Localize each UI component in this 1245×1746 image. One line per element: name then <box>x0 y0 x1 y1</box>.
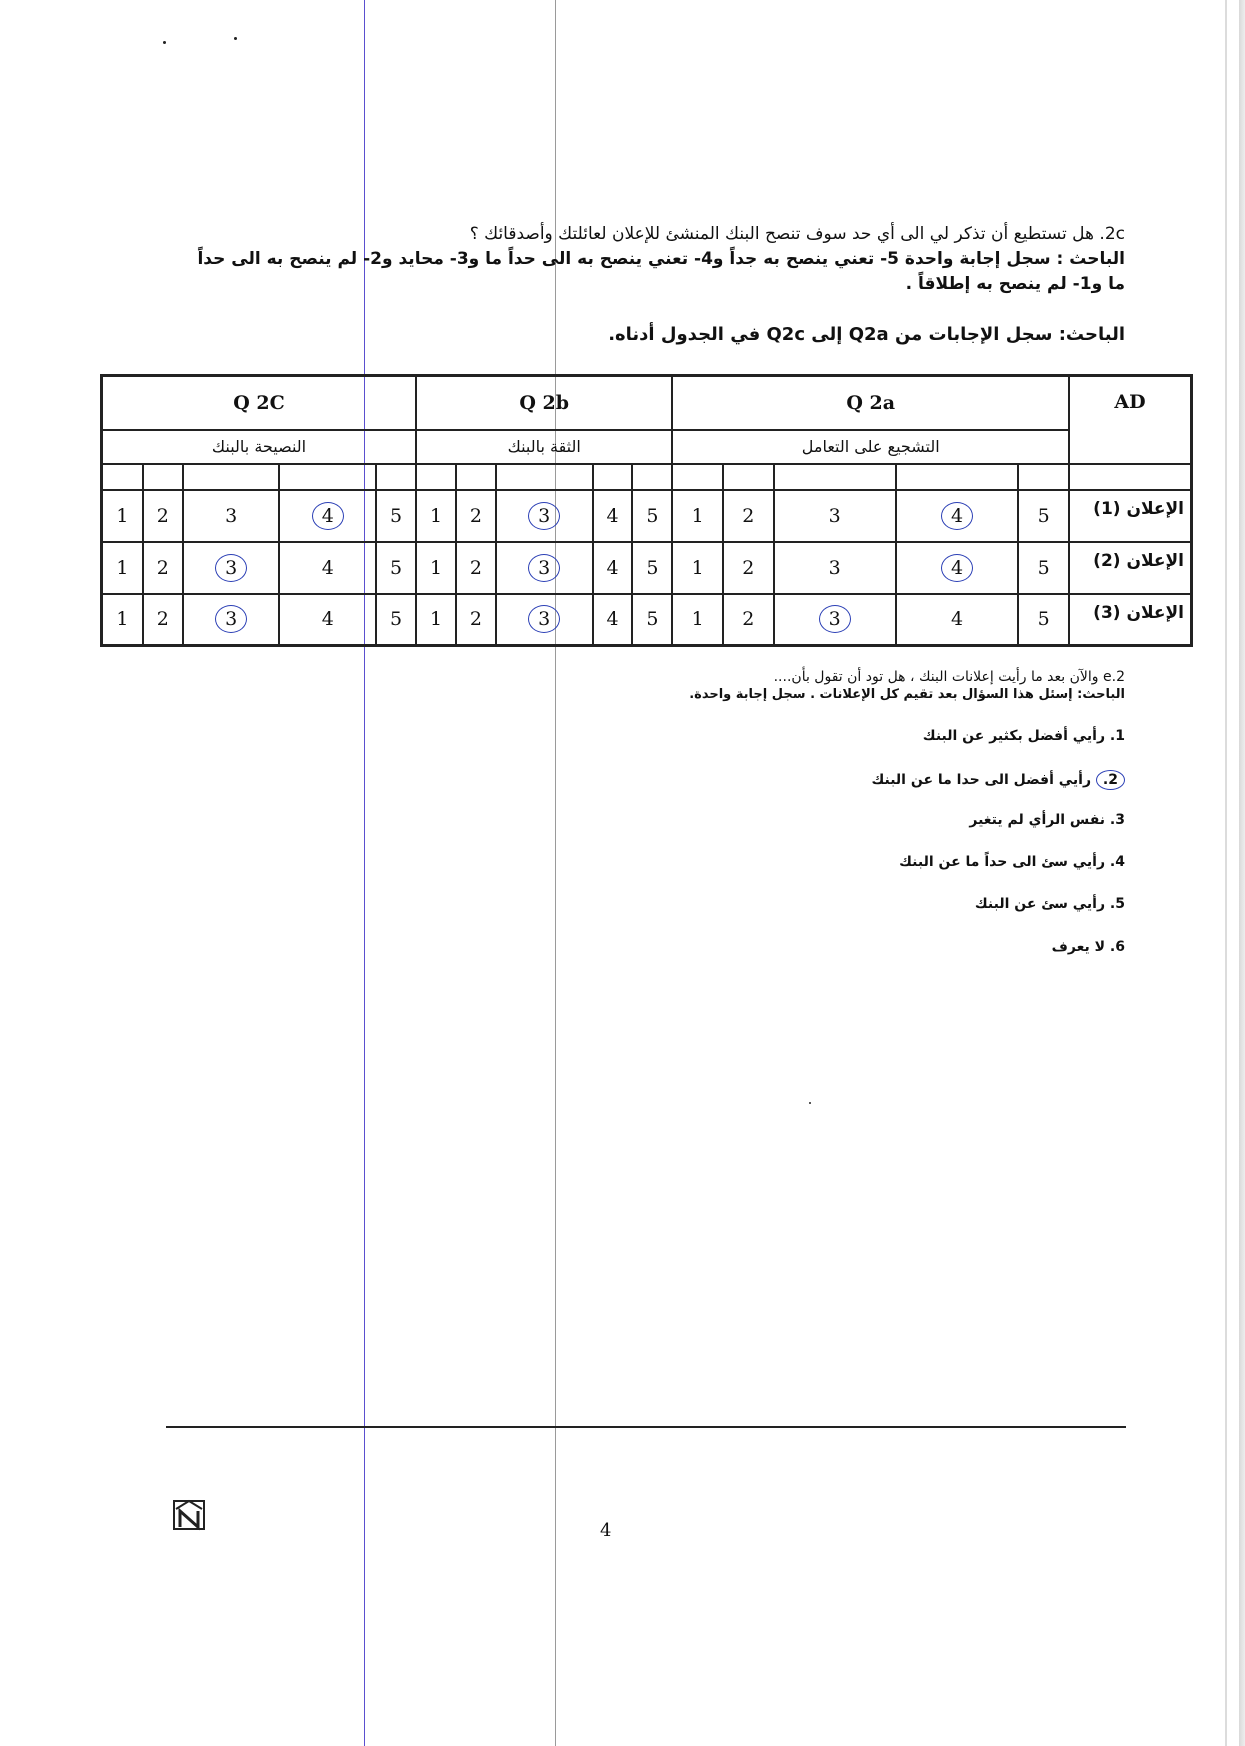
rating-value: 4 <box>312 502 344 530</box>
rating-value: 3 <box>828 556 841 579</box>
rating-value: 3 <box>528 502 560 530</box>
spacer-cell <box>143 464 183 490</box>
scan-speck <box>234 37 237 40</box>
rating-cell-selected[interactable] <box>279 490 376 542</box>
rating-cell[interactable] <box>376 594 416 646</box>
rating-cell[interactable] <box>456 542 496 594</box>
question-2c-text: 2c. هل تستطيع أن تذكر لي الى أي حد سوف تنصح البنك المنشئ للإعلان لعائلتك وأصدقائك ؟ <box>469 224 1125 244</box>
answer-option[interactable] <box>1052 939 1125 955</box>
rating-value: 1 <box>429 608 443 631</box>
rating-cell[interactable] <box>632 542 672 594</box>
rating-value: 5 <box>390 556 403 579</box>
option-number: 6. <box>1109 939 1125 955</box>
option-number: 3. <box>1109 812 1125 828</box>
rating-cell[interactable] <box>593 594 633 646</box>
rating-cell-selected[interactable] <box>896 490 1018 542</box>
rating-value: 5 <box>390 504 403 527</box>
spacer-cell <box>1069 464 1192 490</box>
rating-value: 5 <box>1037 504 1050 527</box>
spacer-cell <box>279 464 376 490</box>
group-label-q2b: الثقة بالبنك <box>416 430 672 464</box>
rating-value: 5 <box>390 608 403 631</box>
rating-cell[interactable] <box>279 542 376 594</box>
rating-cell-selected[interactable] <box>774 594 896 646</box>
question-2e-instruction: الباحث: إسئل هذا السؤال بعد تقيم كل الإعلانات . سجل إجابة واحدة. <box>689 687 1125 702</box>
rating-value: 3 <box>215 605 247 633</box>
option-text: رأيي سئ الى حداً ما عن البنك <box>899 854 1106 870</box>
rating-value: 2 <box>469 608 482 631</box>
spacer-cell <box>102 464 143 490</box>
option-number: 1. <box>1109 728 1125 744</box>
answer-option[interactable] <box>899 854 1125 870</box>
rating-value: 4 <box>606 556 619 579</box>
rating-value: 5 <box>646 504 659 527</box>
option-text: لا يعرف <box>1051 939 1106 955</box>
rating-cell[interactable] <box>279 594 376 646</box>
question-2e-text: 2.e والآن بعد ما رأيت إعلانات البنك ، هل تود أن تقول بأن.... <box>773 669 1125 685</box>
rating-value: 4 <box>951 608 964 631</box>
rating-value: 5 <box>646 556 659 579</box>
rating-value: 4 <box>606 504 619 527</box>
option-text: رأيي أفضل بكثير عن البنك <box>922 728 1106 744</box>
rating-cell-selected[interactable] <box>496 542 593 594</box>
spacer-cell <box>632 464 672 490</box>
rating-value: 1 <box>691 556 704 579</box>
rating-cell-selected[interactable] <box>183 542 280 594</box>
rating-cell[interactable] <box>896 594 1018 646</box>
rating-cell[interactable] <box>672 542 723 594</box>
rating-value: 1 <box>429 556 443 579</box>
rating-cell[interactable] <box>723 490 774 542</box>
spacer-cell <box>416 464 456 490</box>
rating-value: 2 <box>742 504 755 527</box>
table-instruction: الباحث: سجل الإجابات من Q2a إلى Q2c في الجدول أدناه. <box>608 324 1125 345</box>
group-label-q2a: التشجيع على التعامل <box>672 430 1069 464</box>
rating-value: 3 <box>528 554 560 582</box>
spacer-cell <box>496 464 593 490</box>
rating-value: 1 <box>116 556 129 579</box>
page-edge-line <box>1225 0 1227 1746</box>
table-row <box>102 490 1192 542</box>
group-header-q2b: Q 2b <box>416 376 672 430</box>
spacer-cell <box>723 464 774 490</box>
rating-value: 1 <box>691 608 704 631</box>
spacer-cell <box>456 464 496 490</box>
rating-cell[interactable] <box>1018 594 1069 646</box>
rating-cell[interactable] <box>416 594 456 646</box>
ad-row-label: الإعلان (3) <box>1069 594 1192 646</box>
rating-cell[interactable] <box>723 594 774 646</box>
option-number: 5. <box>1109 896 1125 912</box>
rating-value: 2 <box>469 504 482 527</box>
rating-cell[interactable] <box>143 542 183 594</box>
rating-value: 4 <box>941 554 973 582</box>
answer-option[interactable] <box>969 812 1125 828</box>
rating-cell[interactable] <box>593 542 633 594</box>
rating-value: 2 <box>742 608 755 631</box>
rating-cell[interactable] <box>102 594 143 646</box>
page-edge <box>1239 0 1245 1746</box>
spacer-cell <box>774 464 896 490</box>
answer-option[interactable] <box>871 770 1125 790</box>
rating-value: 1 <box>116 608 129 631</box>
option-text: رأيي أفضل الى حدا ما عن البنك <box>871 772 1092 788</box>
rating-value: 2 <box>156 504 169 527</box>
spacer-cell <box>1018 464 1069 490</box>
question-2c <box>178 222 1125 297</box>
spacer-cell <box>183 464 280 490</box>
rating-value: 4 <box>941 502 973 530</box>
rating-cell[interactable] <box>376 490 416 542</box>
rating-value: 5 <box>1037 608 1050 631</box>
rating-value: 4 <box>321 608 334 631</box>
rating-value: 2 <box>156 556 169 579</box>
rating-cell[interactable] <box>416 542 456 594</box>
spacer-cell <box>672 464 723 490</box>
rating-cell[interactable] <box>102 490 143 542</box>
rating-cell[interactable] <box>1018 490 1069 542</box>
rating-value: 4 <box>606 608 619 631</box>
rating-cell-selected[interactable] <box>183 594 280 646</box>
scan-speck <box>163 41 166 44</box>
rating-value: 4 <box>321 556 334 579</box>
rating-value: 3 <box>819 605 851 633</box>
rating-value: 2 <box>469 556 482 579</box>
response-table <box>100 374 1193 647</box>
group-header-q2c: Q 2C <box>102 376 417 430</box>
rating-cell[interactable] <box>1018 542 1069 594</box>
rating-value: 3 <box>528 605 560 633</box>
rating-cell[interactable] <box>456 594 496 646</box>
rating-cell[interactable] <box>593 490 633 542</box>
company-logo <box>172 1497 206 1531</box>
spacer-cell <box>376 464 416 490</box>
rating-cell[interactable] <box>632 594 672 646</box>
rating-cell[interactable] <box>102 542 143 594</box>
rating-cell[interactable] <box>456 490 496 542</box>
rating-value: 5 <box>646 608 659 631</box>
answer-option[interactable] <box>975 896 1125 912</box>
spacer-cell <box>593 464 633 490</box>
page-number: 4 <box>600 1520 612 1541</box>
rating-cell[interactable] <box>143 490 183 542</box>
rating-cell-selected[interactable] <box>496 594 593 646</box>
option-text: رأيي سئ عن البنك <box>974 896 1106 912</box>
rating-value: 1 <box>116 504 129 527</box>
footer-rule <box>166 1426 1126 1428</box>
rating-cell[interactable] <box>774 542 896 594</box>
rating-value: 5 <box>1037 556 1050 579</box>
rating-value: 2 <box>742 556 755 579</box>
rating-cell[interactable] <box>672 490 723 542</box>
rating-value: 3 <box>215 554 247 582</box>
question-2c-instruction: الباحث : سجل إجابة واحدة 5- تعني ينصح به جداً و4- تعني ينصح به الى حداً ما و3- محايد و2- لم ينصح به الى حداً ما و1- لم ينصح به إطلاقاً . <box>197 249 1125 294</box>
rating-cell[interactable] <box>143 594 183 646</box>
group-label-q2c: النصيحة بالبنك <box>102 430 417 464</box>
table-row <box>102 542 1192 594</box>
rating-cell-selected[interactable] <box>496 490 593 542</box>
rating-cell[interactable] <box>416 490 456 542</box>
rating-value: 2 <box>156 608 169 631</box>
rating-rows <box>102 490 1192 646</box>
rating-cell[interactable] <box>376 542 416 594</box>
option-text: نفس الرأي لم يتغير <box>969 812 1106 828</box>
rating-cell[interactable] <box>183 490 280 542</box>
option-number: 4. <box>1109 854 1125 870</box>
rating-value: 3 <box>225 504 238 527</box>
rating-cell[interactable] <box>632 490 672 542</box>
answer-option[interactable] <box>923 728 1125 744</box>
spacer-cell <box>896 464 1018 490</box>
group-header-q2a: Q 2a <box>672 376 1069 430</box>
rating-value: 3 <box>828 504 841 527</box>
ad-row-label: الإعلان (2) <box>1069 542 1192 594</box>
rating-cell-selected[interactable] <box>896 542 1018 594</box>
rating-cell[interactable] <box>723 542 774 594</box>
question-2e <box>689 668 1125 704</box>
rating-value: 1 <box>429 504 443 527</box>
option-number: 2. <box>1096 770 1125 790</box>
rating-cell[interactable] <box>774 490 896 542</box>
ad-header: AD <box>1069 376 1192 464</box>
rating-value: 1 <box>691 504 704 527</box>
ad-row-label: الإعلان (1) <box>1069 490 1192 542</box>
scan-speck <box>809 1102 811 1104</box>
table-row <box>102 594 1192 646</box>
rating-cell[interactable] <box>672 594 723 646</box>
